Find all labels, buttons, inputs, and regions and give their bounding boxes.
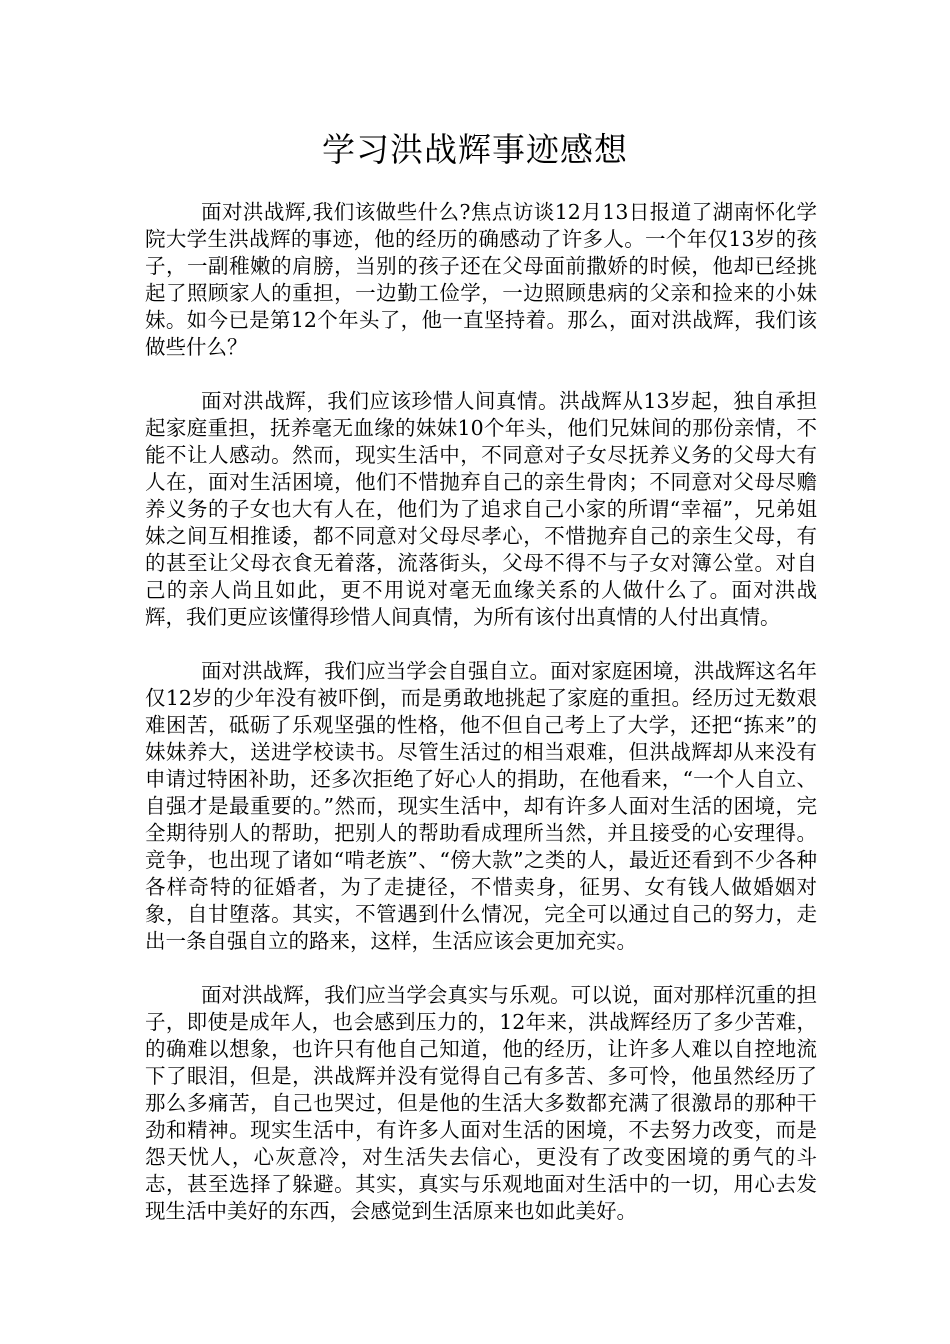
document-title: 学习洪战辉事迹感想: [322, 130, 628, 169]
paragraph-4: 面对洪战辉，我们应当学会真实与乐观。可以说，面对那样沉重的担子，即使是成年人，也会感到压力的，12年来，洪战辉经历了多少苦难，的确难以想象，也许只有他自己知道，他的经历，让许多人难以自控地流下了眼泪，但是，洪战辉并没有觉得自己有多苦、多可怜，他虽然经历了那么多痛苦，自己也哭过，但是他的生活大多数都充满了很激昂的那种干劲和精神。现实生活中，有许多人面对生活的困境，不去努力改变，而是怨天忧人，心灰意冷，对生活失去信心，更没有了改变困境的勇气的斗志，甚至选择了躲避。其实，真实与乐观地面对生活中的一切，用心去发现生活中美好的东西，会感觉到生活原来也如此美好。: [145, 983, 817, 1223]
paragraph-2: 面对洪战辉，我们应该珍惜人间真情。洪战辉从13岁起，独自承担起家庭重担，抚养毫无血缘的妹妹10个年头，他们兄妹间的那份亲情，不能不让人感动。然而，现实生活中，不同意对子女尽抚养义务的父母大有人在，面对生活困境，他们不惜抛弃自己的亲生骨肉；不同意对父母尽赡养义务的子女也大有人在，他们为了追求自己小家的所谓“幸福”，兄弟姐妹之间互相推诿，都不同意对父母尽孝心，不惜抛弃自己的亲生父母，有的甚至让父母衣食无着落，流落街头，父母不得不与子女对簿公堂。对自己的亲人尚且如此，更不用说对毫无血缘关系的人做什么了。面对洪战辉，我们更应该懂得珍惜人间真情，为所有该付出真情的人付出真情。: [145, 389, 817, 629]
paragraph-1: 面对洪战辉,我们该做些什么?焦点访谈12月13日报道了湖南怀化学院大学生洪战辉的事迹，他的经历的确感动了许多人。一个年仅13岁的孩子，一副稚嫩的肩膀，当别的孩子还在父母面前撒娇的时候，他却已经挑起了照顾家人的重担，一边勤工俭学，一边照顾患病的父亲和捡来的小妹妹。如今已是第12个年头了，他一直坚持着。那么，面对洪战辉，我们该做些什么？: [145, 200, 817, 359]
document-body: [145, 199, 817, 1252]
paragraph-3: 面对洪战辉，我们应当学会自强自立。面对家庭困境，洪战辉这名年仅12岁的少年没有被吓倒，而是勇敢地挑起了家庭的重担。经历过无数艰难困苦，砥砺了乐观坚强的性格，他不但自己考上了大学，还把“拣来”的妹妹养大，送进学校读书。尽管生活过的相当艰难，但洪战辉却从来没有申请过特困补助，还多次拒绝了好心人的捐助，在他看来，“一个人自立、自强才是最重要的。”然而，现实生活中，却有许多人面对生活的困境，完全期待别人的帮助，把别人的帮助看成理所当然，并且接受的心安理得。竞争，也出现了诸如“啃老族”、“傍大款”之类的人，最近还看到不少各种各样奇特的征婚者，为了走捷径，不惜卖身，征男、女有钱人做婚姻对象，自甘堕落。其实，不管遇到什么情况，完全可以通过自己的努力，走出一条自强自立的路来，这样，生活应该会更加充实。: [145, 659, 817, 953]
